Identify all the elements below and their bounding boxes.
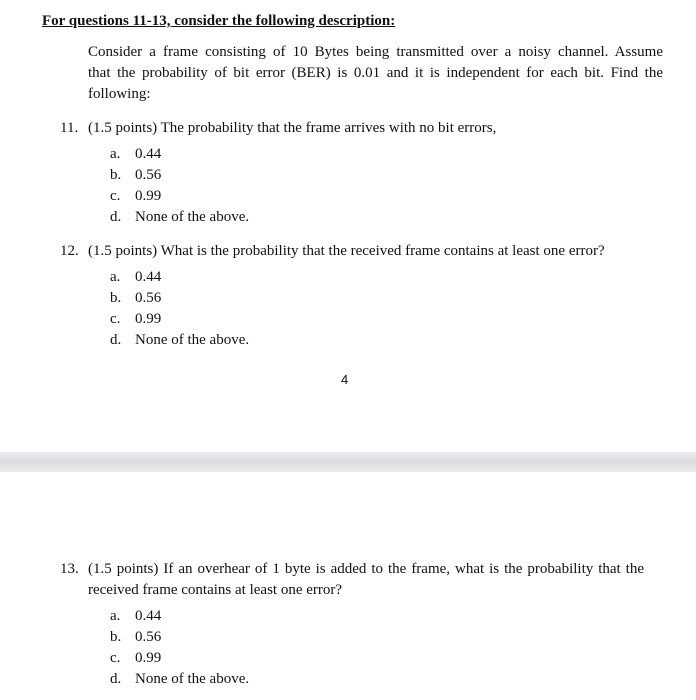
question-number: 13. [60, 561, 79, 577]
option-value: 0.44 [135, 269, 162, 285]
option-value: 0.99 [135, 311, 162, 327]
description-line: that the probability of bit error (BER) is 0.01 and it is independent for each bit. Find the [88, 65, 663, 81]
option-letter: a. [110, 269, 121, 285]
option-letter: a. [110, 146, 121, 162]
page-separator [0, 452, 696, 472]
description-line: Consider a frame consisting of 10 Bytes being transmitted over a noisy channel. Assume [88, 44, 663, 60]
option-value: 0.44 [135, 608, 162, 624]
option-letter: d. [110, 671, 122, 687]
description-line: following: [88, 86, 151, 102]
question-13 [60, 559, 680, 603]
option-value: 0.99 [135, 650, 162, 666]
option-letter: b. [110, 167, 122, 183]
page-number: 4 [341, 372, 349, 387]
section-heading: For questions 11-13, consider the following description: [42, 13, 396, 29]
option-value: 0.56 [135, 167, 162, 183]
option-value: 0.99 [135, 188, 162, 204]
option-letter: d. [110, 332, 122, 348]
option-value: None of the above. [135, 671, 250, 687]
question-number: 12. [60, 243, 79, 259]
option-letter: c. [110, 311, 121, 327]
problem-description [88, 42, 663, 105]
page-5 [0, 472, 696, 700]
option-value: None of the above. [135, 332, 250, 348]
option-letter: a. [110, 608, 121, 624]
option-value: 0.56 [135, 290, 162, 306]
option-value: 0.56 [135, 629, 162, 645]
question-text [88, 559, 644, 601]
option-letter: b. [110, 629, 122, 645]
option-letter: b. [110, 290, 122, 306]
question-text-line: (1.5 points) If an overhear of 1 byte is added to the frame, what is the probability that the [88, 561, 644, 577]
option-value: None of the above. [135, 209, 250, 225]
option-value: 0.44 [135, 146, 162, 162]
option-letter: c. [110, 188, 121, 204]
option-letter: d. [110, 209, 122, 225]
question-number: 11. [60, 120, 79, 136]
question-text: (1.5 points) What is the probability that the received frame contains at least one error? [88, 243, 605, 259]
question-text-line: received frame contains at least one error? [88, 582, 343, 598]
option-letter: c. [110, 650, 121, 666]
question-text: (1.5 points) The probability that the frame arrives with no bit errors, [88, 120, 497, 136]
